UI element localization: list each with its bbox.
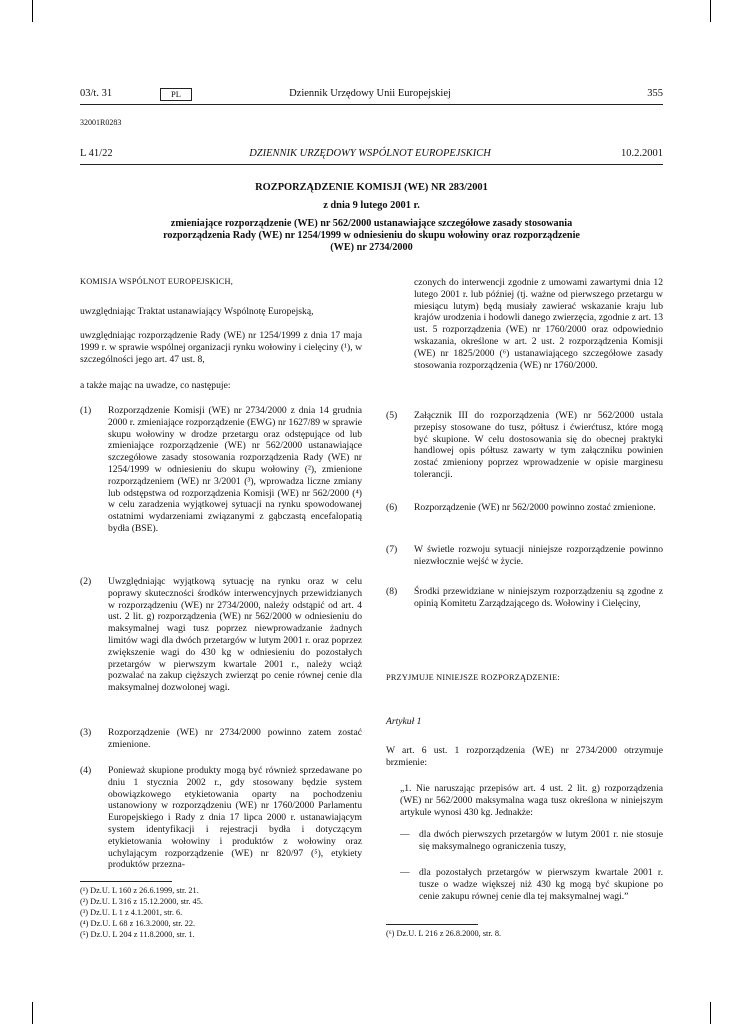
footnote: (⁴) Dz.U. L 68 z 16.3.2000, str. 22. bbox=[80, 919, 196, 928]
doc-title: ROZPORZĄDZENIE KOMISJI (WE) NR 283/2001 bbox=[255, 182, 488, 193]
dash-item: dla pozostałych przetargów w pierwszym kwartale 2001 r. tusze o wadze większej niż 430 kg mogą być skupione po cenie zakupu równej cenie dla tej maksymalnej wagi.” bbox=[419, 867, 663, 902]
volume-ref: 03/t. 31 bbox=[80, 88, 113, 99]
crop-mark bbox=[32, 1002, 33, 1024]
crop-mark bbox=[32, 0, 33, 22]
original-date: 10.2.2001 bbox=[621, 148, 663, 159]
footnote: (²) Dz.U. L 316 z 15.12.2000, str. 45. bbox=[80, 897, 203, 906]
dash-item: dla dwóch pierwszych przetargów w lutym 2001 r. nie stosuje się maksymalnego ograniczenia tuszy, bbox=[419, 829, 663, 852]
article-quote: „1. Nie naruszając przepisów art. 4 ust. 2 lit. g) rozporządzenia (WE) nr 562/2000 maksymalna waga tusz określona w niniejszym artykule wynosi 430 kg. Jednakże: bbox=[400, 783, 663, 818]
journal-title: Dziennik Urzędowy Unii Europejskiej bbox=[289, 88, 451, 99]
recital-text: Załącznik III do rozporządzenia (WE) nr 562/2000 ustala przepisy stosowane do tusz, półtusz i ćwierćtusz, które mogą być skupione. W celu dostosowania się do obecnej praktyki handlowej opis półtusz zawarty w tym załączniku powinien zostać zmieniony poprzez wprowadzenie w opisie marginesu tolerancji. bbox=[414, 410, 663, 480]
footnote: (³) Dz.U. L 1 z 4.1.2001, str. 6. bbox=[80, 908, 183, 917]
footnote-rule bbox=[386, 924, 478, 925]
recital-text: Rozporządzenie Komisji (WE) nr 2734/2000 z dnia 14 grudnia 2000 r. zmieniające rozporządzenie (EWG) nr 1627/89 w sprawie skupu wołowiny w drodze przetargu oraz odstępujące od lub zmieniające rozporządzenie (WE) nr 562/2000 ustanawiające szczegółowe zasady stosowania rozporządzenia Rady (WE) nr 1254/1999 w odniesieniu do skupu wołowiny (²), zmienione rozporządzeniem (WE) nr 3/2001 (³), wprowadza liczne zmiany lub odstępstwa od rozporządzenia Komisji (WE) nr 562/2000 (⁴) w celu zaradzenia wyjątkowej sytuacji na rynku spowodowanej ostatnimi wydarzeniami związanymi z gąbczastą encefalopatią bydła (BSE). bbox=[108, 405, 362, 534]
recital-number: (4) bbox=[80, 765, 92, 776]
doc-date: z dnia 9 lutego 2001 r. bbox=[323, 200, 420, 211]
recital-text: W świetle rozwoju sytuacji niniejsze rozporządzenie powinno niezwłocznie wejść w życie. bbox=[414, 544, 663, 567]
recital-number: (7) bbox=[386, 544, 398, 555]
page-number: 355 bbox=[647, 88, 663, 99]
footnote: (¹) Dz.U. L 160 z 26.6.1999, str. 21. bbox=[80, 886, 199, 895]
footnote-rule bbox=[80, 881, 172, 882]
recital-number: (1) bbox=[80, 405, 92, 416]
commission-heading: KOMISJA WSPÓLNOT EUROPEJSKICH, bbox=[80, 277, 233, 286]
recital-number: (5) bbox=[386, 410, 398, 421]
recital-text: Rozporządzenie (WE) nr 2734/2000 powinno zatem zostać zmienione. bbox=[108, 727, 362, 750]
doc-subtitle: rozporządzenia Rady (WE) nr 1254/1999 w odniesieniu do skupu wołowiny oraz rozporządzenie bbox=[163, 230, 580, 241]
recital-number: (6) bbox=[386, 502, 398, 513]
recital-number: (2) bbox=[80, 576, 92, 587]
dash-marker: — bbox=[400, 867, 410, 878]
header-rule bbox=[80, 104, 663, 105]
footnote: (⁶) Dz.U. L 216 z 26.8.2000, str. 8. bbox=[386, 929, 502, 938]
crop-mark bbox=[710, 1002, 711, 1024]
doc-subtitle: zmieniające rozporządzenie (WE) nr 562/2000 ustanawiające szczegółowe zasady stosowania bbox=[170, 218, 573, 229]
recital-number: (8) bbox=[386, 586, 398, 597]
having-regard-regulation: uwzględniając rozporządzenie Rady (WE) nr 1254/1999 z dnia 17 maja 1999 r. w sprawie wspólnej organizacji rynku wołowiny i cielęciny (¹), w szczególności jego art. 47 ust. 8, bbox=[80, 330, 362, 365]
article-intro: W art. 6 ust. 1 rozporządzenia (WE) nr 2734/2000 otrzymuje brzmienie: bbox=[386, 745, 663, 768]
having-regard-treaty: uwzględniając Traktat ustanawiający Wspólnotę Europejską, bbox=[80, 306, 314, 317]
celex-number: 32001R0283 bbox=[80, 118, 122, 127]
original-journal-title: DZIENNIK URZĘDOWY WSPÓLNOT EUROPEJSKICH bbox=[249, 148, 491, 159]
recital-text: Rozporządzenie (WE) nr 562/2000 powinno zostać zmienione. bbox=[414, 502, 656, 513]
original-header-rule bbox=[80, 164, 663, 165]
recital-text: Ponieważ skupione produkty mogą być również sprzedawane po dniu 1 stycznia 2002 r., gdy stosowany będzie system obowiązkowego etykietowania oparty na pochodzeniu ustanowiony w rozporządzeniu (WE) nr 1760/2000 Parlamentu Europejskiego i Rady z dnia 17 lipca 2000 r. ustanawiającym system identyfikacji i rejestracji bydła i dotyczącym etykietowania wołowiny i produktów z wołowiny oraz uchylającym rozporządzenie (WE) nr 820/97 (⁵), etykiety produktów przezna- bbox=[108, 765, 362, 871]
recital-continuation: czonych do interwencji zgodnie z umowami zawartymi dnia 12 lutego 2001 r. lub później (tj. ważne od pierwszego przetargu w miesiącu lutym) będą musiały zawierać wskazanie kraju lub krajów urodzenia i hodowli danego zwierzęcia, zgodnie z art. 13 ust. 5 rozporządzenia (WE) nr 1760/2000 oraz odpowiednio wskazania, określone w art. 2 ust. 2 rozporządzenia Komisji (WE) nr 1825/2000 (⁶) ustanawiającego szczegółowe zasady stosowania rozporządzenia (WE) nr 1760/2000. bbox=[414, 277, 663, 371]
language-badge: PL bbox=[160, 88, 192, 101]
doc-subtitle: (WE) nr 2734/2000 bbox=[330, 242, 413, 253]
footnote: (⁵) Dz.U. L 204 z 11.8.2000, str. 1. bbox=[80, 930, 195, 939]
recital-number: (3) bbox=[80, 727, 92, 738]
dash-marker: — bbox=[400, 829, 410, 840]
recital-text: Uwzględniając wyjątkową sytuację na rynku oraz w celu poprawy skuteczności środków interwencyjnych przewidzianych w rozporządzeniu (WE) nr 2734/2000, należy odstąpić od art. 4 ust. 2 lit. g) rozporządzenia (WE) nr 562/2000 w odniesieniu do maksymalnej wagi tusz poprzez niewprowadzanie żadnych limitów wagi dla dwóch przetargów w lutym 2001 r. oraz poprzez zwiększenie wagi do 430 kg w odniesieniu do pozostałych przetargów w pierwszym kwartale 2001 r., należy wciąż pozwalać na zakup cięższych zwierząt po cenie równej cenie dla maksymalnej dozwolonej wagi. bbox=[108, 576, 362, 694]
recital-text: Środki przewidziane w niniejszym rozporządzeniu są zgodne z opinią Komitetu Zarządzającego ds. Wołowiny i Cielęciny, bbox=[414, 586, 663, 609]
original-page-ref: L 41/22 bbox=[80, 148, 113, 159]
adoption-formula: PRZYJMUJE NINIEJSZE ROZPORZĄDZENIE: bbox=[386, 673, 560, 682]
crop-mark bbox=[710, 0, 711, 22]
article-heading: Artykuł 1 bbox=[386, 716, 422, 727]
whereas-intro: a także mając na uwadze, co następuje: bbox=[80, 380, 231, 391]
